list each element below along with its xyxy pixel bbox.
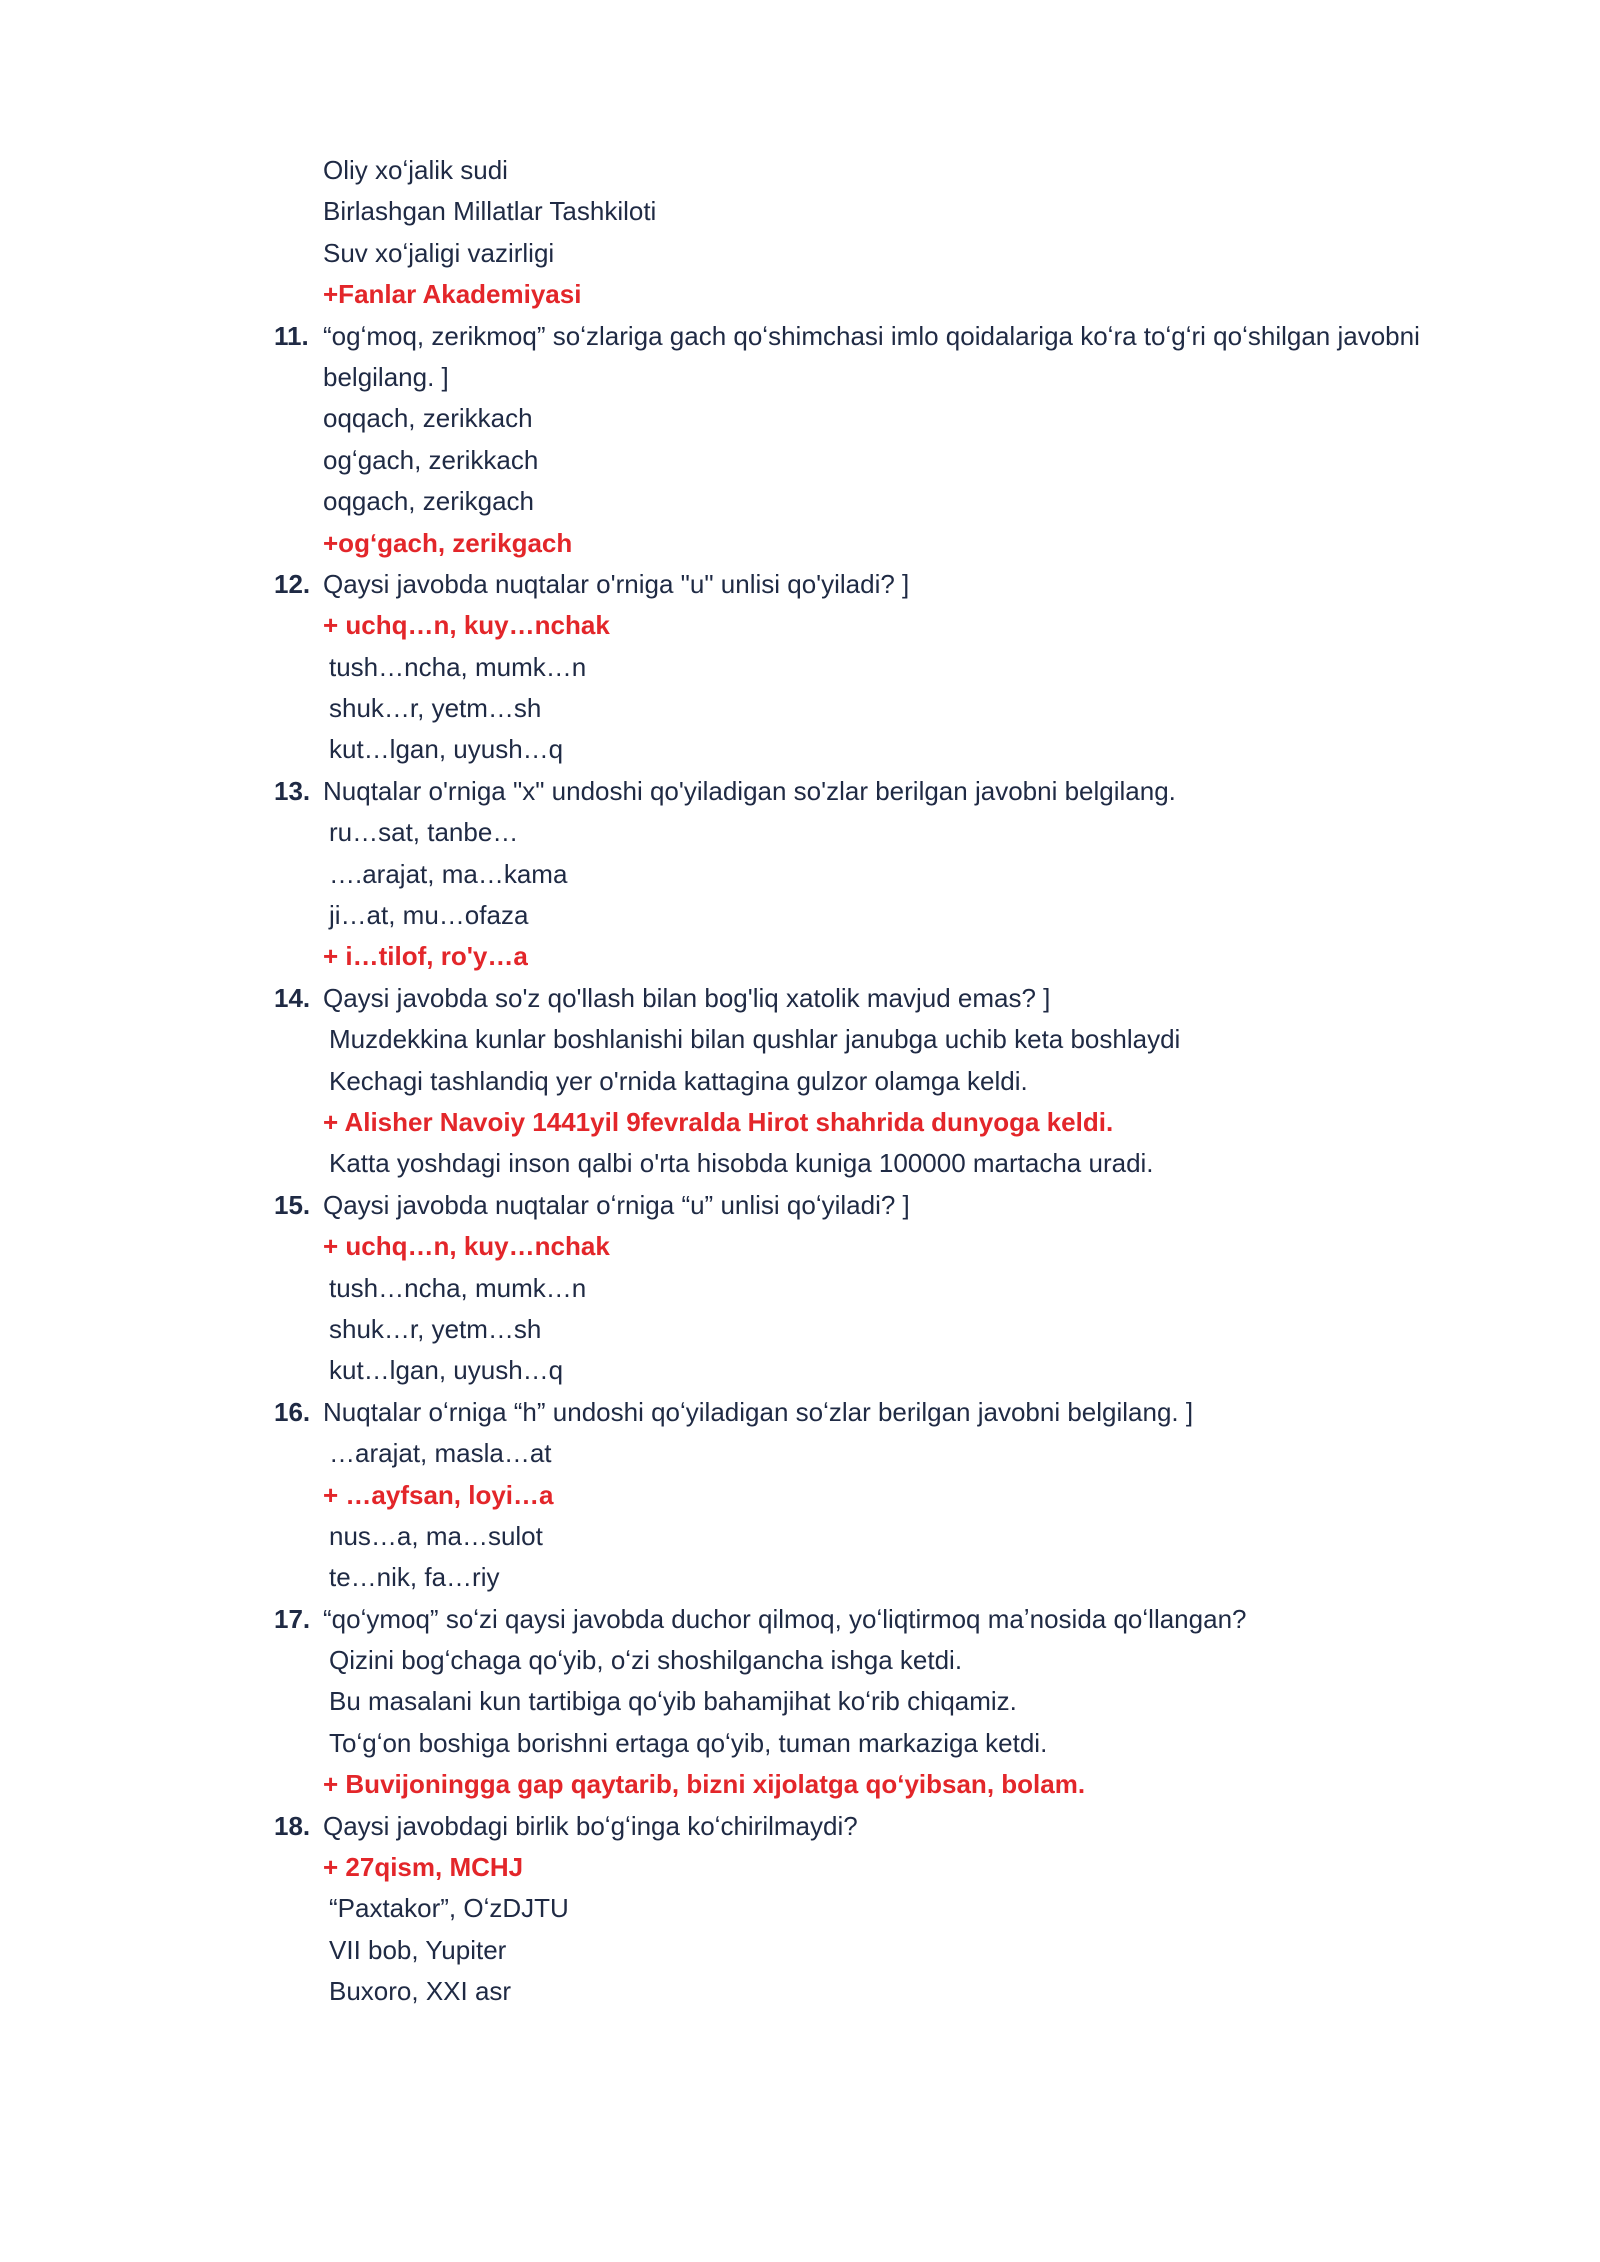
option-item: VII bob, Yupiter	[329, 1934, 507, 1965]
question-number: 11.	[274, 320, 309, 351]
option-item: Oliy xoʻjalik sudi	[323, 155, 508, 185]
question-number: 12.	[274, 568, 311, 599]
question-text: Qaysi javobda so'z qo'llash bilan bog'liq xatolik mavjud emas? ]	[323, 982, 1051, 1013]
correct-option-item: + Buvijoningga gap qaytarib, bizni xijolatga qoʻyibsan, bolam.	[323, 1769, 1086, 1800]
option-item: ….arajat, ma…kama	[329, 858, 568, 889]
option-item: tush…ncha, mumk…n	[329, 1272, 587, 1303]
option-item: Bu masalani kun tartibiga qoʻyib bahamjihat koʻrib chiqamiz.	[329, 1686, 1017, 1717]
option-item: shuk…r, yetm…sh	[329, 1313, 542, 1344]
correct-option-item: + Alisher Navoiy 1441yil 9fevralda Hirot shahrida dunyoga keldi.	[323, 1106, 1114, 1137]
option-item: shuk…r, yetm…sh	[329, 693, 542, 724]
question-number: 14.	[274, 982, 311, 1013]
question-text: Qaysi javobda nuqtalar oʻrniga “u” unlisi qoʻyiladi? ]	[323, 1189, 910, 1220]
correct-option-item: + 27qism, MCHJ	[323, 1852, 524, 1883]
option-item: oqqach, zerikkach	[323, 403, 533, 434]
question-17	[0, 1599, 1600, 1640]
option-item: Buxoro, XXI asr	[329, 1976, 512, 2007]
question-13	[0, 771, 1600, 812]
option-item: kut…lgan, uyush…q	[329, 734, 564, 765]
correct-option-item: + i…tilof, ro'y…a	[323, 941, 528, 972]
option-item: Suv xoʻjaligi vazirligi	[323, 237, 555, 268]
question-11	[0, 316, 1600, 357]
option-item: ru…sat, tanbe…	[329, 817, 519, 848]
question-number: 18.	[274, 1810, 311, 1841]
option-item: Toʻgʻon boshiga borishni ertaga qoʻyib, tuman markaziga ketdi.	[329, 1727, 1048, 1758]
option-item: oqgach, zerikgach	[323, 486, 535, 517]
option-item: ogʻgach, zerikkach	[323, 444, 539, 475]
correct-option-item: +ogʻgach, zerikgach	[323, 527, 573, 558]
question-number: 15.	[274, 1189, 311, 1220]
quiz-document	[0, 150, 1600, 2013]
option-item: tush…ncha, mumk…n	[329, 651, 587, 682]
question-18	[0, 1806, 1600, 1847]
correct-option-item: +Fanlar Akademiyasi	[323, 279, 582, 310]
question-15	[0, 1185, 1600, 1226]
option-item: nus…a, ma…sulot	[329, 1520, 543, 1551]
correct-option-item: + …ayfsan, loyi…a	[323, 1479, 554, 1510]
question-text-continued: belgilang. ]	[323, 361, 449, 392]
option-item: Kechagi tashlandiq yer o'rnida kattagina gulzor olamga keldi.	[329, 1065, 1028, 1096]
option-item: “Paxtakor”, OʻzDJTU	[329, 1893, 569, 1924]
option-item: Birlashgan Millatlar Tashkiloti	[323, 196, 657, 227]
question-text: “qoʻymoq” soʻzi qaysi javobda duchor qilmoq, yoʻliqtirmoq maʼnosida qoʻllangan?	[323, 1603, 1247, 1634]
option-item: Muzdekkina kunlar boshlanishi bilan qushlar janubga uchib keta boshlaydi	[329, 1024, 1181, 1055]
question-text: Nuqtalar oʻrniga “h” undoshi qoʻyiladigan soʻzlar berilgan javobni belgilang. ]	[323, 1396, 1194, 1427]
option-item: Qizini bogʻchaga qoʻyib, oʻzi shoshilgancha ishga ketdi.	[329, 1645, 963, 1676]
question-text: “ogʻmoq, zerikmoq” soʻzlariga gach qoʻshimchasi imlo qoidalariga koʻra toʻgʻri qoʻshilgan javobni	[323, 320, 1420, 351]
correct-option-item: + uchq…n, kuy…nchak	[323, 610, 610, 641]
option-item: …arajat, masla…at	[329, 1438, 552, 1469]
question-12	[0, 564, 1600, 605]
question-number: 17.	[274, 1603, 311, 1634]
question-text: Nuqtalar o'rniga "x" undoshi qo'yiladigan so'zlar berilgan javobni belgilang.	[323, 775, 1176, 806]
question-number: 16.	[274, 1396, 311, 1427]
option-item: ji…at, mu…ofaza	[329, 900, 529, 931]
question-16	[0, 1392, 1600, 1433]
question-text: Qaysi javobdagi birlik boʻgʻinga koʻchirilmaydi?	[323, 1810, 858, 1841]
option-item: Katta yoshdagi inson qalbi o'rta hisobda kuniga 100000 martacha uradi.	[329, 1148, 1154, 1179]
correct-option-item: + uchq…n, kuy…nchak	[323, 1231, 610, 1262]
question-text: Qaysi javobda nuqtalar o'rniga "u" unlisi qo'yiladi? ]	[323, 568, 910, 599]
question-14	[0, 978, 1600, 1019]
question-number: 13.	[274, 775, 311, 806]
option-item: kut…lgan, uyush…q	[329, 1355, 564, 1386]
option-item: te…nik, fa…riy	[329, 1562, 500, 1593]
